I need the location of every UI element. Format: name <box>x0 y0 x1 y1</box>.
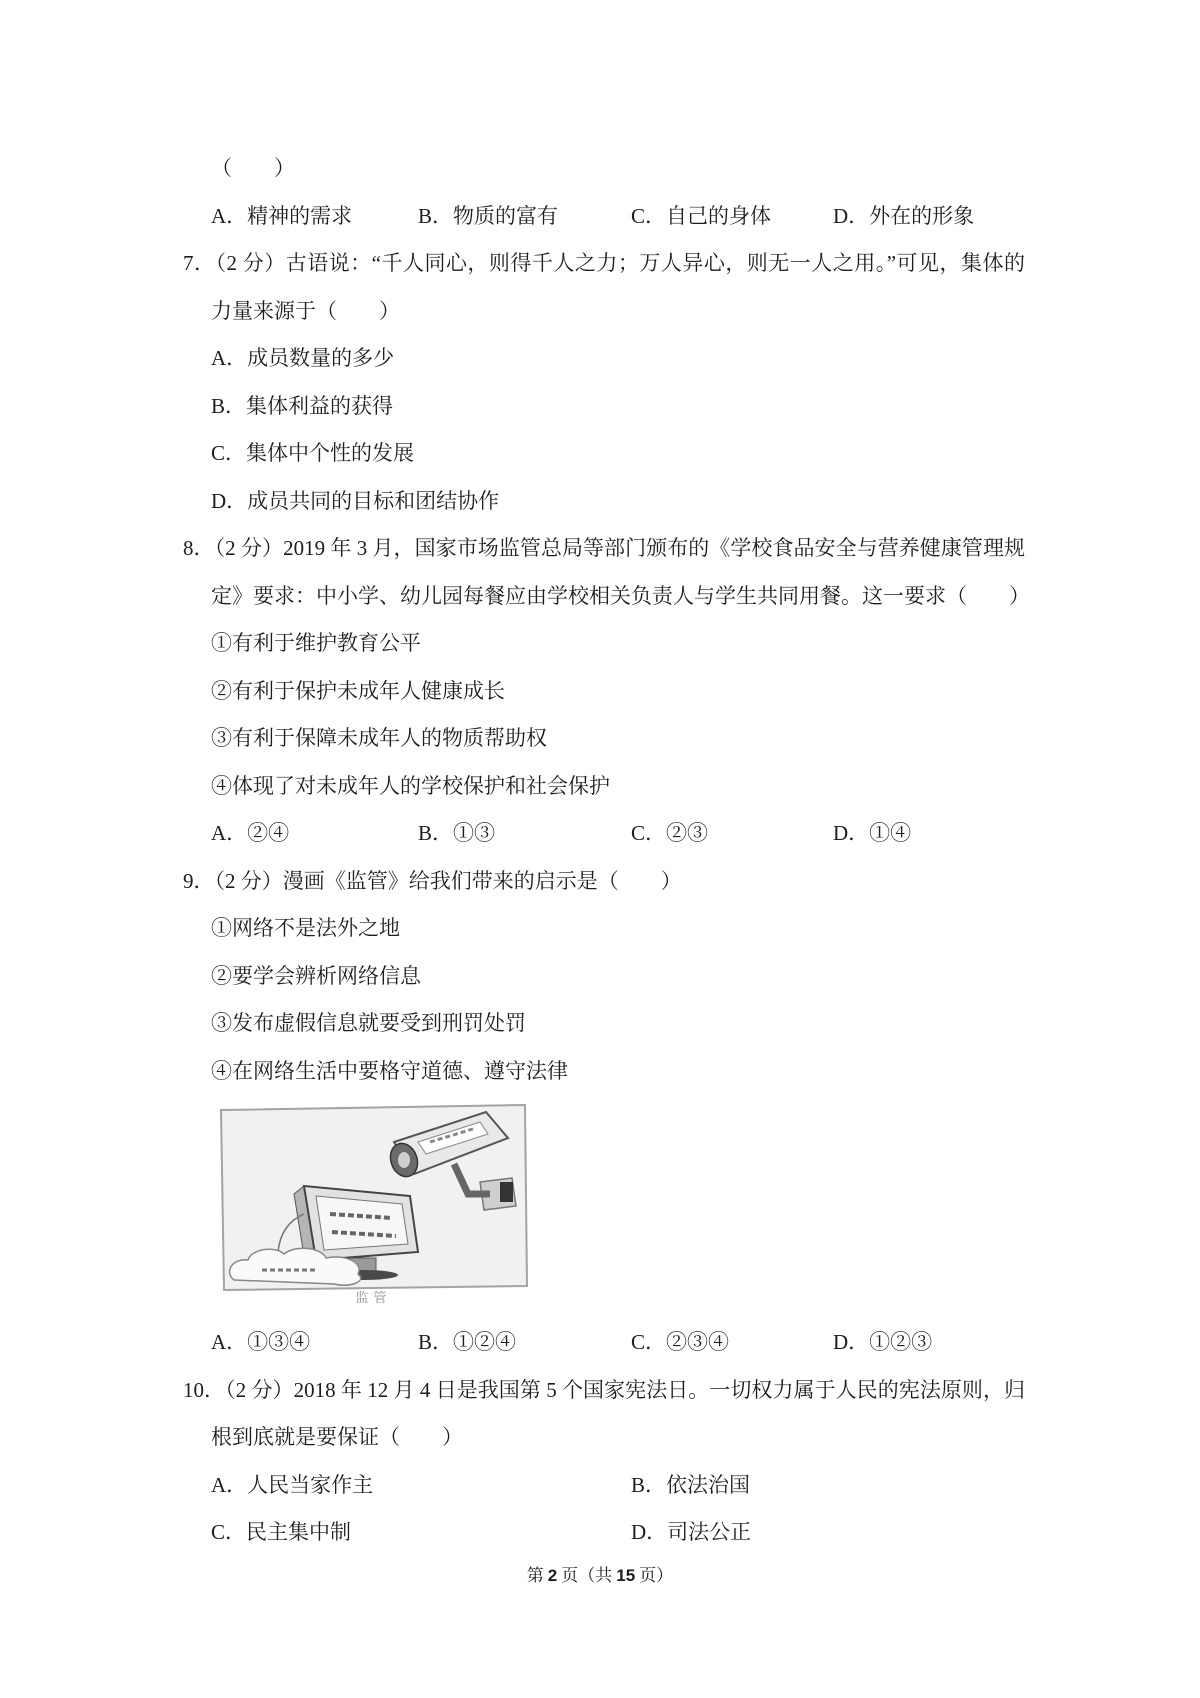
q7-option-d: D．成员共同的目标和团结协作 <box>211 488 500 513</box>
q8-option-b: B．①③ <box>418 821 496 845</box>
q9-stem-text <box>183 858 682 906</box>
q9-option-d: D．①②③ <box>833 1330 933 1354</box>
q9-number: 9． <box>183 868 215 893</box>
q7-score: （2 分） <box>215 251 286 275</box>
q10-number: 10． <box>183 1377 226 1402</box>
footer-prefix: 第 <box>526 1566 544 1585</box>
q10-stem-line2 <box>0 1414 1200 1462</box>
q7-option-b: B．集体利益的获得 <box>211 393 394 418</box>
q9-option-a: A．①③④ <box>211 1330 311 1354</box>
q6-answer-blank: （ ） <box>211 156 295 180</box>
camera-mount-bolt <box>500 1182 513 1202</box>
q10-option-b: B．依法治国 <box>631 1472 751 1497</box>
q8-statement-1: ①有利于维护教育公平 <box>211 631 421 655</box>
q8-statement-1-line <box>0 620 1200 668</box>
total-pages-number: 15 <box>616 1566 636 1585</box>
q9-statement-3: ③发布虚假信息就要受到刑罚处罚 <box>211 1011 526 1035</box>
q7-option-a: A．成员数量的多少 <box>211 346 395 370</box>
q7-stem-line1 <box>0 240 1200 288</box>
q9-stem-line1 <box>0 858 1200 906</box>
q8-statement-2: ②有利于保护未成年人健康成长 <box>211 678 505 703</box>
current-page-number: 2 <box>547 1566 558 1585</box>
q6-answer-blank-line <box>0 145 1200 193</box>
q7-number: 7． <box>183 251 216 275</box>
q10-options-row2 <box>0 1509 1200 1557</box>
q6-option-b: B．物质的富有 <box>418 203 559 228</box>
q7-stem-line2 <box>0 288 1200 336</box>
q7-stem-part2: 力量来源于（ ） <box>211 298 400 323</box>
q7-stem-text <box>183 240 1025 288</box>
q10-stem-part1: 2018 年 12 月 4 日是我国第 5 个国家宪法日。一切权力属于人民的宪法原则，归 <box>293 1377 1026 1402</box>
q7-option-c: C．集体中个性的发展 <box>211 441 415 465</box>
q9-option-c: C．②③④ <box>631 1330 730 1354</box>
q6-option-a: A．精神的需求 <box>211 203 353 228</box>
q10-option-c: C．民主集中制 <box>211 1520 352 1544</box>
q7-option-c-line <box>0 430 1200 478</box>
q10-option-d: D．司法公正 <box>631 1520 752 1544</box>
q8-option-a: A．②④ <box>211 821 290 845</box>
q9-statement-1-line <box>0 905 1200 953</box>
q9-stem-part1: 漫画《监管》给我们带来的启示是（ ） <box>282 868 682 893</box>
page-number-footer <box>0 1563 1200 1589</box>
q8-stem-line2 <box>0 573 1200 621</box>
q9-statement-4-line <box>0 1048 1200 1096</box>
q8-statement-4: ④体现了对未成年人的学校保护和社会保护 <box>211 773 610 798</box>
q9-option-b: B．①②④ <box>418 1330 517 1354</box>
q10-stem-part2: 根到底就是要保证（ ） <box>211 1425 463 1449</box>
q8-option-d: D．①④ <box>833 821 912 845</box>
q7-stem-part1: 古语说：“千人同心，则得千人之力；万人异心，则无一人之用。”可见，集体的 <box>285 251 1026 275</box>
q8-stem-part1: 2019 年 3 月，国家市场监管总局等部门颁布的《学校食品安全与营养健康管理规 <box>283 536 1026 560</box>
q8-option-c: C．②③ <box>631 821 709 845</box>
q8-score: （2 分） <box>214 536 284 560</box>
q10-stem-line1 <box>0 1367 1200 1415</box>
q7-option-b-line <box>0 383 1200 431</box>
q7-option-d-line <box>0 478 1200 526</box>
q9-statement-2-line <box>0 953 1200 1001</box>
footer-middle: 页（共 <box>561 1566 613 1585</box>
q8-stem-line1 <box>0 525 1200 573</box>
q9-statement-4: ④在网络生活中要格守道德、遵守法律 <box>211 1058 568 1083</box>
camera-lens-glass <box>398 1152 410 1168</box>
footer-suffix: 页） <box>639 1566 674 1585</box>
q10-score: （2 分） <box>225 1377 294 1402</box>
q8-stem-text <box>183 525 1025 573</box>
q8-stem-part2: 定》要求：中小学、幼儿园每餐应由学校相关负责人与学生共同用餐。这一要求（ ） <box>211 583 1030 608</box>
q6-option-d: D．外在的形象 <box>833 203 975 228</box>
supervision-cartoon-image <box>218 1102 529 1309</box>
q8-number: 8． <box>183 536 215 560</box>
q9-options <box>0 1319 1200 1367</box>
q9-statement-2: ②要学会辨析网络信息 <box>211 963 421 988</box>
q9-cartoon-figure <box>0 1095 1200 1319</box>
q10-options-row1 <box>0 1462 1200 1510</box>
q7-option-a-line <box>0 335 1200 383</box>
q8-options <box>0 810 1200 858</box>
cartoon-caption: 监管 <box>355 1291 392 1306</box>
q8-statement-3-line <box>0 715 1200 763</box>
q9-score: （2 分） <box>214 868 283 893</box>
q10-option-a: A．人民当家作主 <box>211 1472 374 1497</box>
q10-stem-text <box>183 1367 1025 1415</box>
q9-statement-1: ①网络不是法外之地 <box>211 916 400 940</box>
q8-statement-3: ③有利于保障未成年人的物质帮助权 <box>211 726 547 750</box>
q6-option-c: C．自己的身体 <box>631 203 772 228</box>
q8-statement-2-line <box>0 668 1200 716</box>
monitor-screen <box>316 1196 408 1250</box>
q6-options <box>0 193 1200 241</box>
q8-statement-4-line <box>0 763 1200 811</box>
q9-statement-3-line <box>0 1000 1200 1048</box>
page-content <box>0 145 1200 1557</box>
